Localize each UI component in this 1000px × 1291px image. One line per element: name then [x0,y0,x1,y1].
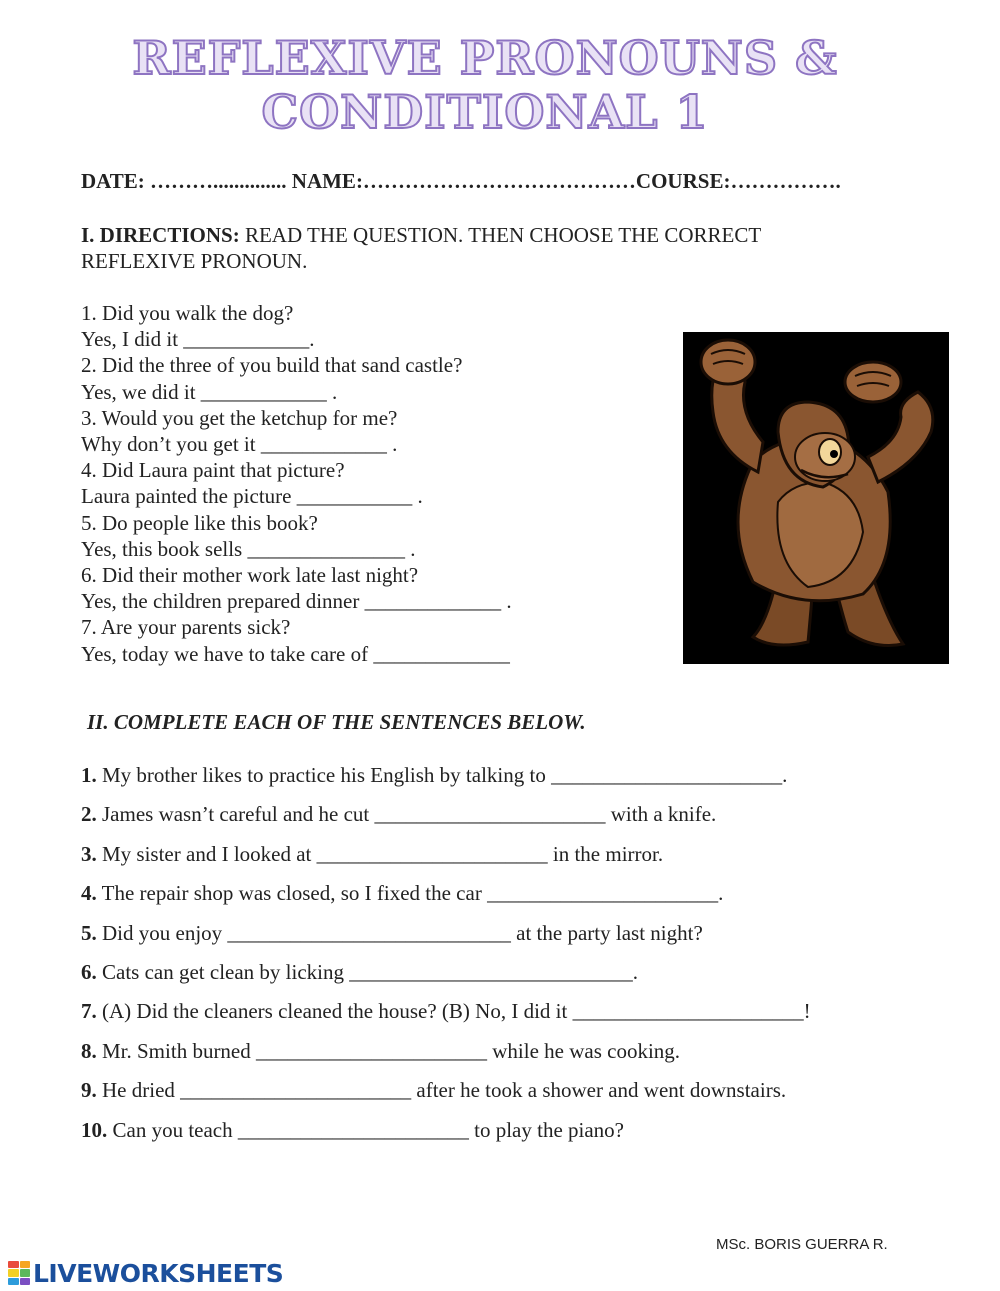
part1-line: Laura painted the picture ___________ . [81,484,423,509]
directions-label: I. DIRECTIONS: [81,223,240,247]
item-number: 1. [81,763,97,787]
part2-item [81,1077,961,1116]
item-text: (A) Did the cleaners cleaned the house? (B) No, I did it ______________________! [96,999,811,1024]
part1-line: 2. Did the three of you build that sand castle? [81,353,463,378]
part1-line: Yes, I did it ____________. [81,327,315,352]
part2-item [81,762,961,801]
item-text: The repair shop was closed, so I fixed the car ______________________. [96,881,724,906]
item-number: 9. [81,1078,97,1103]
part1-line: Why don’t you get it ____________ . [81,432,398,457]
liveworksheets-logo-icon [8,1261,30,1285]
part1-line: Yes, we did it ____________ . [81,379,338,404]
part1-line: Yes, the children prepared dinner _____________ . [81,589,512,614]
gorilla-drawing [683,332,949,664]
item-text: Did you enjoy ___________________________ at the party last night? [96,920,703,945]
date-name-course-line: DATE: ……….............. NAME:…………………………………COURSE:……………. [81,169,841,193]
item-text: My sister and I looked at ______________________ in the mirror. [96,841,664,866]
item-number: 4. [81,881,97,906]
part2-item [81,880,961,919]
part2-item [81,1117,961,1156]
directions-text: READ THE QUESTION. THEN CHOOSE THE CORRECT REFLEXIVE PRONOUN. [81,223,761,273]
part2-item [81,920,961,959]
item-number: 2. [81,802,97,827]
part1-line: 3. Would you get the ketchup for me? [81,405,398,430]
item-text: Mr. Smith burned ______________________ while he was cooking. [96,1038,681,1063]
item-number: 8. [81,1038,97,1063]
worksheet-title-line-1: REFLEXIVE PRONOUNS & [132,31,838,85]
item-number: 7. [81,999,97,1024]
part1-line: 6. Did their mother work late last night? [81,563,419,588]
item-text: James wasn’t careful and he cut ______________________ with a knife. [96,802,717,827]
part2-sentence-list [81,762,961,1156]
part2-item [81,841,961,880]
part1-line: Yes, this book sells _______________ . [81,536,416,561]
part2-item [81,1038,961,1077]
part1-line: 5. Do people like this book? [81,510,318,535]
part1-question-list [81,300,681,667]
liveworksheets-logo[interactable] [8,1258,283,1288]
part1-line: 1. Did you walk the dog? [81,301,294,325]
part2-heading: II. COMPLETE EACH OF THE SENTENCES BELOW. [87,710,586,734]
part1-line: 7. Are your parents sick? [81,615,291,640]
item-text: Cats can get clean by licking ___________________________. [96,959,639,984]
part1-line: Yes, today we have to take care of _____________ [81,641,510,666]
gorilla-illustration [683,332,949,664]
item-number: 10. [81,1117,108,1142]
author-credit: MSc. BORIS GUERRA R. [716,1236,888,1253]
liveworksheets-logo-text: LIVEWORKSHEETS [33,1258,284,1288]
item-number: 5. [81,920,97,945]
item-text: My brother likes to practice his English by talking to ______________________. [96,763,788,787]
item-number: 6. [81,959,97,984]
part2-item [81,998,961,1037]
item-number: 3. [81,841,97,866]
item-text: Can you teach ______________________ to play the piano? [107,1117,624,1142]
worksheet-title-line-2: CONDITIONAL 1 [261,85,709,139]
directions-block [81,222,851,274]
part2-item [81,801,961,840]
part1-line: 4. Did Laura paint that picture? [81,458,345,483]
part2-item [81,959,961,998]
item-text: He dried ______________________ after he took a shower and went downstairs. [96,1078,787,1103]
